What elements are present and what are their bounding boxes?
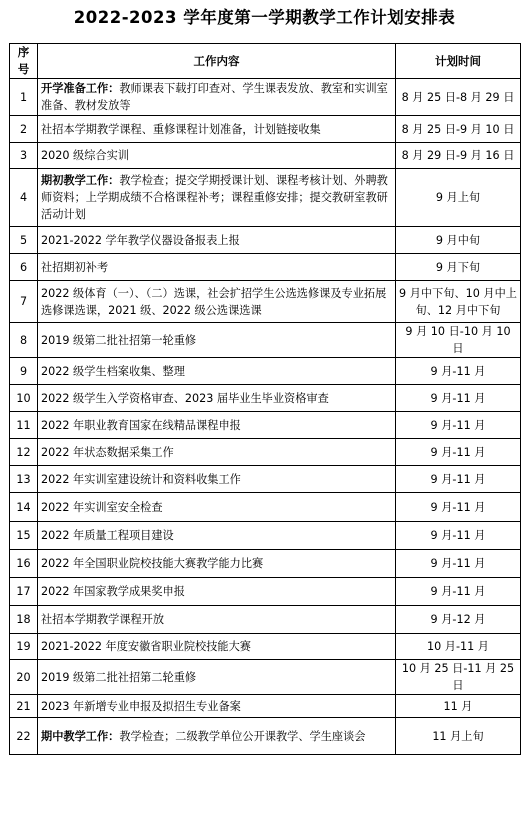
row-content <box>38 143 396 169</box>
row-time: 9 月上旬 <box>396 169 521 227</box>
table-row <box>10 79 521 116</box>
table-row <box>10 412 521 439</box>
content-heading: 期初教学工作： <box>41 174 120 187</box>
row-number: 19 <box>10 634 38 660</box>
header-content: 工作内容 <box>38 44 396 79</box>
row-number: 22 <box>10 718 38 755</box>
content-text: 2021-2022 学年教学仪器设备报表上报 <box>41 233 240 247</box>
header-time: 计划时间 <box>396 44 521 79</box>
row-time: 8 月 29 日-9 月 16 日 <box>396 143 521 169</box>
row-content <box>38 116 396 143</box>
row-time: 8 月 25 日-9 月 10 日 <box>396 116 521 143</box>
row-number: 20 <box>10 660 38 695</box>
table-row <box>10 550 521 578</box>
row-number: 17 <box>10 578 38 606</box>
row-time: 9 月中旬 <box>396 227 521 254</box>
header-number: 序号 <box>10 44 38 79</box>
content-text: 2022 年实训室安全检查 <box>41 500 163 514</box>
row-number: 6 <box>10 254 38 281</box>
content-text: 社招期初补考 <box>41 260 109 274</box>
table-header-row <box>10 44 521 79</box>
row-content <box>38 606 396 634</box>
row-time: 9 月 10 日-10 月 10 日 <box>396 323 521 358</box>
row-content <box>38 254 396 281</box>
row-number: 4 <box>10 169 38 227</box>
row-time: 9 月-11 月 <box>396 412 521 439</box>
table-row <box>10 660 521 695</box>
content-text: 教学检查；二级教学单位公开课教学、学生座谈会 <box>119 729 366 743</box>
table-row <box>10 143 521 169</box>
table-body <box>10 79 521 755</box>
row-content <box>38 466 396 493</box>
content-text: 2022 年实训室建设统计和资料收集工作 <box>41 472 241 486</box>
row-content <box>38 660 396 695</box>
row-content <box>38 695 396 718</box>
row-time: 8 月 25 日-8 月 29 日 <box>396 79 521 116</box>
content-text: 2022 级学生入学资格审查、2023 届毕业生毕业资格审查 <box>41 391 329 405</box>
row-time: 9 月中下旬、10 月中上旬、12 月中下旬 <box>396 281 521 323</box>
content-text: 2022 年全国职业院校技能大赛教学能力比赛 <box>41 557 264 570</box>
row-time: 10 月-11 月 <box>396 634 521 660</box>
row-number: 1 <box>10 79 38 116</box>
row-time: 9 月-11 月 <box>396 385 521 412</box>
content-text: 2019 级第二批社招第二轮重修 <box>41 670 197 684</box>
table-row <box>10 718 521 755</box>
row-number: 15 <box>10 522 38 550</box>
row-content <box>38 550 396 578</box>
row-number: 7 <box>10 281 38 323</box>
row-time: 10 月 25 日-11 月 25 日 <box>396 660 521 695</box>
row-time: 9 月-12 月 <box>396 606 521 634</box>
table-row <box>10 493 521 522</box>
row-time: 9 月-11 月 <box>396 358 521 385</box>
content-text: 2022 级学生档案收集、整理 <box>41 364 185 378</box>
row-time: 9 月-11 月 <box>396 550 521 578</box>
content-text: 2022 年质量工程项目建设 <box>41 529 174 542</box>
content-heading: 开学准备工作： <box>41 82 120 95</box>
row-time: 9 月-11 月 <box>396 493 521 522</box>
table-row <box>10 578 521 606</box>
row-content <box>38 439 396 466</box>
content-text: 2022 年职业教育国家在线精品课程申报 <box>41 418 241 432</box>
content-text: 2019 级第二批社招第一轮重修 <box>41 333 197 347</box>
content-text: 教师课表下载打印查对、学生课表发放、教室和实训室准备、教材发放等 <box>41 82 388 112</box>
row-number: 3 <box>10 143 38 169</box>
table-row <box>10 385 521 412</box>
row-time: 9 月-11 月 <box>396 578 521 606</box>
row-number: 2 <box>10 116 38 143</box>
table-row <box>10 281 521 323</box>
table-row <box>10 466 521 493</box>
row-time: 9 月-11 月 <box>396 522 521 550</box>
row-number: 16 <box>10 550 38 578</box>
table-row <box>10 358 521 385</box>
row-time: 9 月-11 月 <box>396 439 521 466</box>
table-row <box>10 323 521 358</box>
row-number: 8 <box>10 323 38 358</box>
row-content <box>38 385 396 412</box>
table-row <box>10 695 521 718</box>
row-number: 18 <box>10 606 38 634</box>
row-number: 14 <box>10 493 38 522</box>
content-text: 教学检查；提交学期授课计划、课程考核计划、外聘教师资料；上学期成绩不合格课程补考；课程重修安排；提交教研室教研活动计划 <box>41 174 388 221</box>
table-row <box>10 606 521 634</box>
row-time: 11 月 <box>396 695 521 718</box>
table-row <box>10 169 521 227</box>
row-content <box>38 634 396 660</box>
row-content <box>38 493 396 522</box>
row-content <box>38 323 396 358</box>
table-row <box>10 439 521 466</box>
content-heading: 期中教学工作： <box>41 729 120 743</box>
row-content <box>38 79 396 116</box>
row-number: 13 <box>10 466 38 493</box>
row-number: 9 <box>10 358 38 385</box>
row-content <box>38 578 396 606</box>
content-text: 2021-2022 年度安徽省职业院校技能大赛 <box>41 640 251 653</box>
row-number: 21 <box>10 695 38 718</box>
schedule-table <box>9 43 521 755</box>
row-content <box>38 358 396 385</box>
content-text: 2022 级体育（一）、（二）选课，社会扩招学生公选选修课及专业拓展选修课选课，2021 级、2022 级公选课选课 <box>41 286 387 317</box>
row-content <box>38 718 396 755</box>
content-text: 2022 年状态数据采集工作 <box>41 445 174 459</box>
row-number: 5 <box>10 227 38 254</box>
content-text: 社招本学期教学课程开放 <box>41 613 165 626</box>
row-content <box>38 412 396 439</box>
table-row <box>10 522 521 550</box>
content-text: 2020 级综合实训 <box>41 149 129 162</box>
table-row <box>10 254 521 281</box>
row-number: 12 <box>10 439 38 466</box>
page-title: 2022-2023 学年度第一学期教学工作计划安排表 <box>73 8 456 27</box>
row-number: 10 <box>10 385 38 412</box>
content-text: 2023 年新增专业申报及拟招生专业备案 <box>41 699 241 713</box>
row-time: 11 月上旬 <box>396 718 521 755</box>
row-content <box>38 281 396 323</box>
content-text: 社招本学期教学课程、重修课程计划准备，计划链接收集 <box>41 122 321 136</box>
row-content <box>38 169 396 227</box>
row-content <box>38 522 396 550</box>
table-row <box>10 116 521 143</box>
row-content <box>38 227 396 254</box>
row-number: 11 <box>10 412 38 439</box>
row-time: 9 月-11 月 <box>396 466 521 493</box>
table-row <box>10 634 521 660</box>
row-time: 9 月下旬 <box>396 254 521 281</box>
table-row <box>10 227 521 254</box>
content-text: 2022 年国家教学成果奖申报 <box>41 585 185 598</box>
